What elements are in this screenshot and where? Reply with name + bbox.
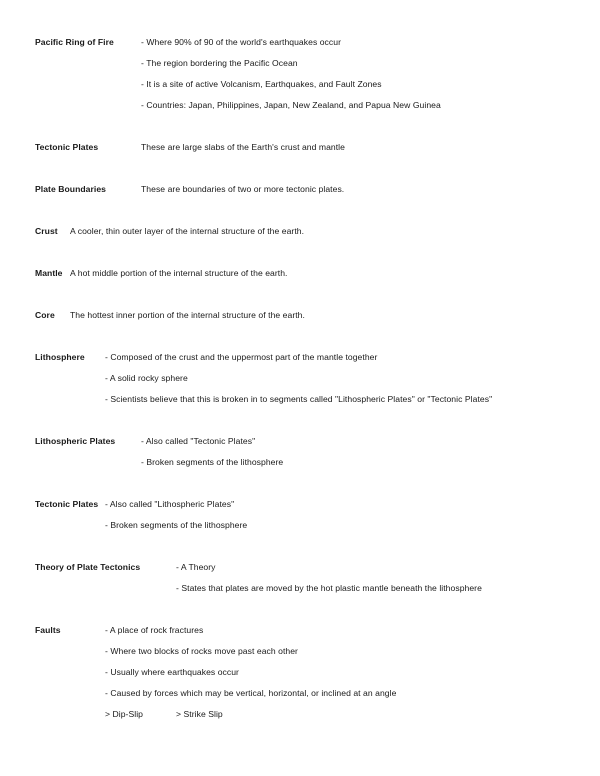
term-mantle: Mantle [35, 268, 63, 278]
definition-line: - A place of rock fractures [105, 625, 204, 635]
definition-line: - Also called "Lithospheric Plates" [105, 499, 235, 509]
definition-line: - A Theory [176, 562, 216, 572]
term-plate-boundaries: Plate Boundaries [35, 184, 107, 194]
fault-subtype-dip-slip: > Dip-Slip [105, 709, 143, 719]
definition-line: - Where 90% of 90 of the world's earthquakes occur [141, 37, 341, 47]
definition-line: - Countries: Japan, Philippines, Japan, New Zealand, and Papua New Guinea [141, 100, 441, 110]
definition-line: - Scientists believe that this is broken in to segments called "Lithospheric Plates" or "Tectonic Plates" [105, 394, 493, 404]
definition-line: - Usually where earthquakes occur [105, 667, 239, 677]
definition-line: - It is a site of active Volcanism, Earthquakes, and Fault Zones [141, 79, 382, 89]
term-pacific-ring-of-fire: Pacific Ring of Fire [35, 37, 114, 47]
definition-line: These are large slabs of the Earth's crust and mantle [141, 142, 345, 152]
definition-line: - Broken segments of the lithosphere [141, 457, 284, 467]
term-tectonic-plates-2: Tectonic Plates [35, 499, 99, 509]
term-core: Core [35, 310, 55, 320]
definition-line: - Composed of the crust and the uppermost part of the mantle together [105, 352, 378, 362]
term-lithosphere: Lithosphere [35, 352, 85, 362]
fault-subtype-strike-slip: > Strike Slip [176, 709, 223, 719]
term-crust: Crust [35, 226, 58, 236]
definition-line: - Where two blocks of rocks move past each other [105, 646, 298, 656]
definition-line: - A solid rocky sphere [105, 373, 188, 383]
definition-line: These are boundaries of two or more tectonic plates. [141, 184, 345, 194]
definition-line: A hot middle portion of the internal structure of the earth. [70, 268, 288, 278]
definition-line: - Broken segments of the lithosphere [105, 520, 248, 530]
definition-line: - The region bordering the Pacific Ocean [141, 58, 298, 68]
definition-line: The hottest inner portion of the internal structure of the earth. [70, 310, 305, 320]
definition-line: - Caused by forces which may be vertical, horizontal, or inclined at an angle [105, 688, 397, 698]
definition-line: - States that plates are moved by the hot plastic mantle beneath the lithosphere [176, 583, 482, 593]
term-faults: Faults [35, 625, 61, 635]
term-theory-of-plate-tectonics: Theory of Plate Tectonics [35, 562, 141, 572]
definition-line: - Also called "Tectonic Plates" [141, 436, 256, 446]
term-lithospheric-plates: Lithospheric Plates [35, 436, 116, 446]
term-tectonic-plates: Tectonic Plates [35, 142, 99, 152]
definition-line: A cooler, thin outer layer of the internal structure of the earth. [70, 226, 305, 236]
